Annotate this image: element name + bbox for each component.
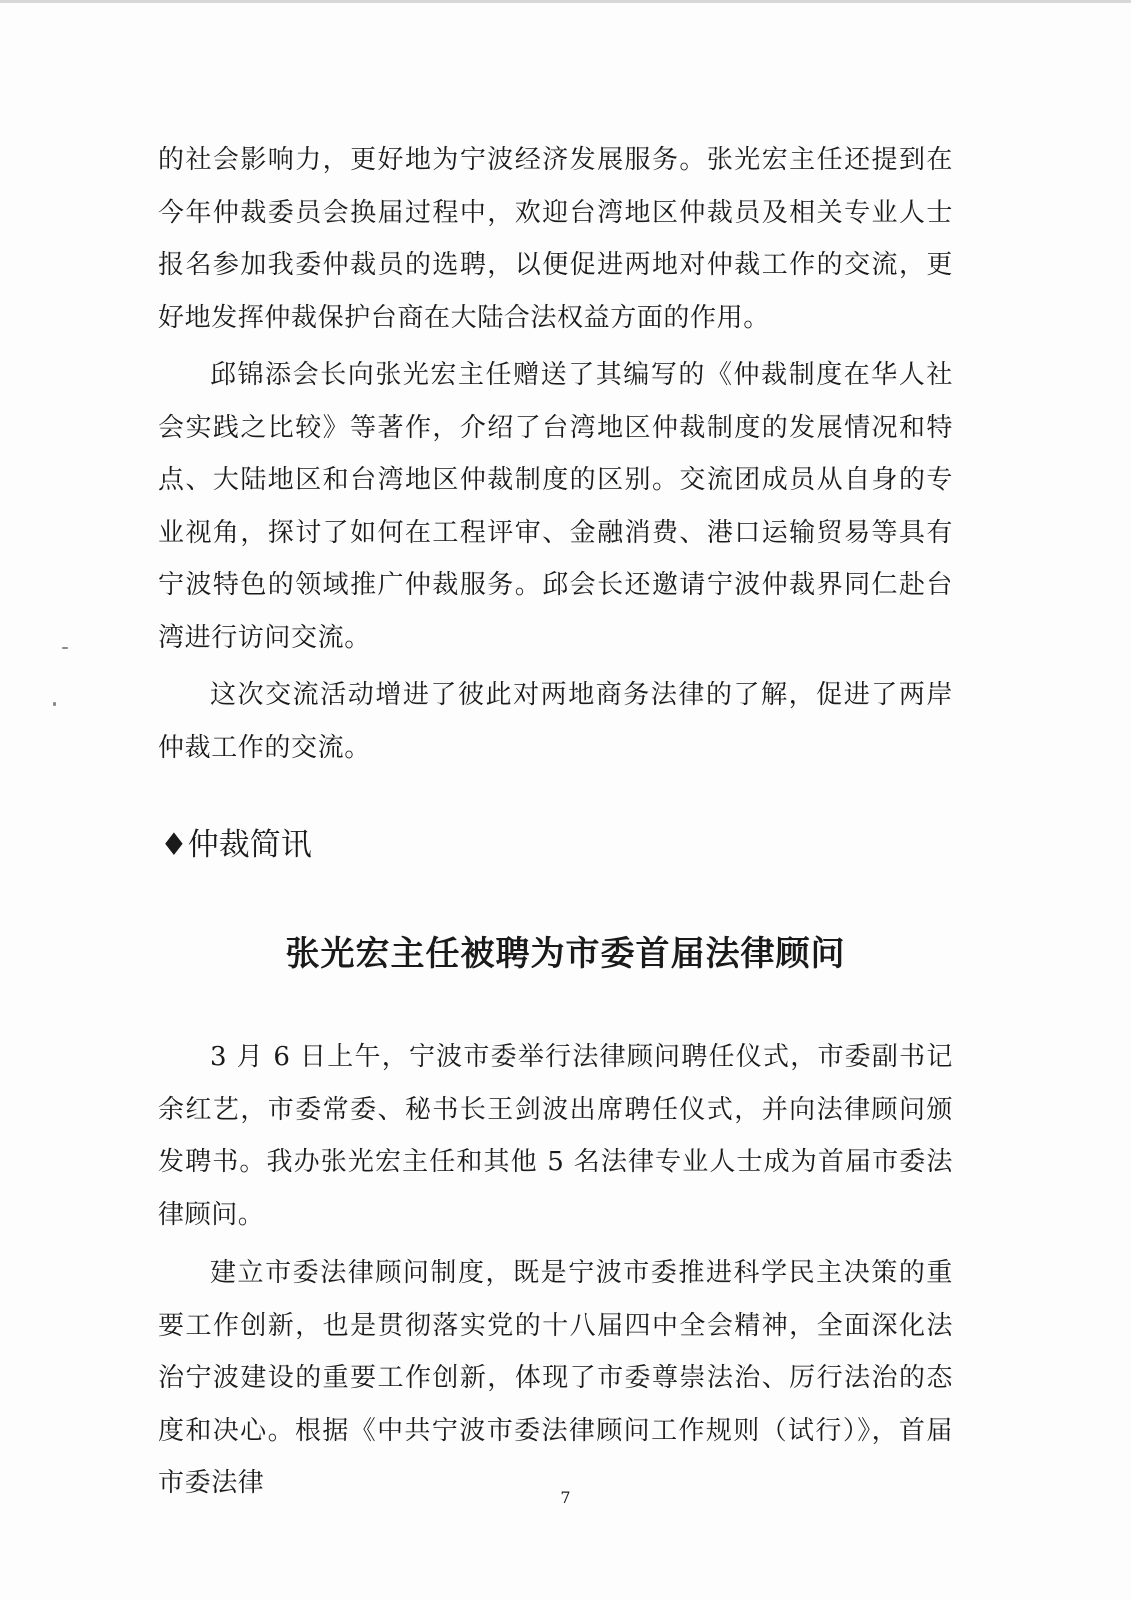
article-paragraph: 建立市委法律顾问制度，既是宁波市委推进科学民主决策的重要工作创新，也是贯彻落实党的十八届四中全会精神，全面深化法治宁波建设的重要工作创新，体现了市委尊崇法治、厉行法治的态度和决心。根据《中共宁波市委法律顾问工作规则（试行）》，首届市委法律 — [158, 1258, 953, 1498]
paragraph: 邱锦添会长向张光宏主任赠送了其编写的《仲裁制度在华人社会实践之比较》等著作，介绍了台湾地区仲裁制度的发展情况和特点、大陆地区和台湾地区仲裁制度的区别。交流团成员从自身的专业视角，探讨了如何在工程评审、金融消费、港口运输贸易等具有宁波特色的领域推广仲裁服务。邱会长还邀请宁波仲裁界同仁赴台湾进行访问交流。 — [158, 360, 953, 653]
page-number: 7 — [560, 1488, 571, 1507]
section-heading: ♦仲裁简讯 — [160, 827, 312, 863]
scan-speck — [53, 702, 56, 706]
paragraph-continued: 的社会影响力，更好地为宁波经济发展服务。张光宏主任还提到在今年仲裁委员会换届过程中，欢迎台湾地区仲裁员及相关专业人士报名参加我委仲裁员的选聘，以便促进两地对仲裁工作的交流，更好地发挥仲裁保护台商在大陆合法权益方面的作用。 — [158, 145, 953, 333]
article-paragraph: 3 月 6 日上午，宁波市委举行法律顾问聘任仪式，市委副书记余红艺，市委常委、秘书长王剑波出席聘任仪式，并向法律顾问颁发聘书。我办张光宏主任和其他 5 名法律专业人士成为首届市委法律顾问。 — [158, 1042, 953, 1230]
article-title: 张光宏主任被聘为市委首届法律顾问 — [285, 934, 846, 974]
scan-edge — [0, 0, 1131, 3]
paragraph: 这次交流活动增进了彼此对两地商务法律的了解，促进了两岸仲裁工作的交流。 — [158, 680, 953, 763]
scan-speck — [62, 647, 68, 649]
